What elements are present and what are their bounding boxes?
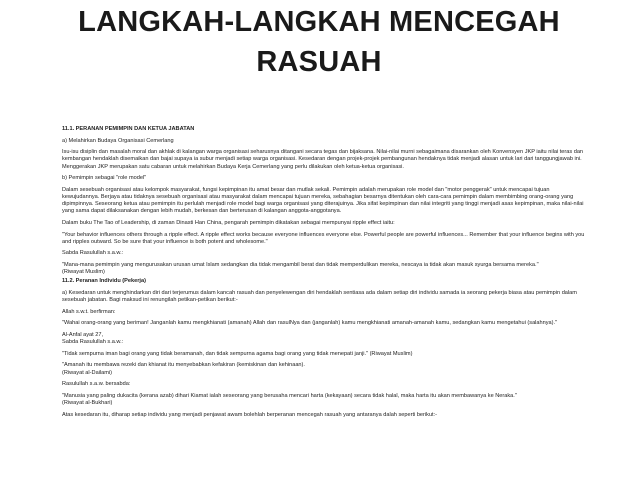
paragraph: "Amanah itu membawa rezeki dan khianat itu menyebabkan kefakiran (kemiskinan dan kehinaan). (Riwayat al-Dailami) <box>62 362 305 376</box>
paragraph: "Mana-mana pemimpin yang mengurusakan urusan umat Islam sedangkan dia tidak mengambil berat dan tidak memperdulikan mereka, nescaya ia tidak akan masuk syurga bersama mereka." (Riwayat Muslim) <box>62 261 539 276</box>
paragraph: Sabda Rasulullah s.a.w.: <box>62 250 124 257</box>
paragraph: Isu-isu disiplin dan masalah moral dan akhlak di kalangan warga organisasi seharusnya ditangani secara tegas dan bijaksana. Nilai-nilai murni sebagaimana disarankan oleh Konvensyen JKP iaitu nilai teras dan kembangan hendaklah disemaikan dan bajai supaya ia subur menjadi setiap warga organisasi. Kesedaran dengan projek-projek pembangunan hendaknya tidak menjadi alasan untuk lari dari tanggungjawab ini. Menggerakan JKP merupakan satu cabaran untuk melahirkan Budaya Kerja Cemerlang yang perlu dilakukan oleh ketua-ketua organisasi. <box>62 149 584 170</box>
paragraph: "Wahai orang-orang yang beriman! Janganlah kamu mengkhianati (amanah) Allah dan rasulNya dan (janganlah) kamu mengkhianati amanah-amanah kamu, sedangkan kamu mengetahui (salahnya)." <box>62 320 558 327</box>
paragraph: Dalam buku The Tao of Leadership, di zaman Dinasti Han China, pengarah pemimpin dikatakan sebagai mempunyai ripple effect iaitu: <box>62 219 395 226</box>
title-line-1: LANGKAH-LANGKAH MENCEGAH <box>78 6 560 38</box>
body-text <box>62 126 586 423</box>
section-heading: 11.1. PERANAN PEMIMPIN DAN KETUA JABATAN <box>62 126 195 132</box>
paragraph: Al-Anfal ayat 27, Sabda Rasulullah s.a.w.: <box>62 331 124 346</box>
paragraph: b) Pemimpin sebagai "role model" <box>62 175 147 182</box>
section-heading: 11.2. Peranan Individu (Pekerja) <box>62 278 146 285</box>
paragraph: Atas kesedaran itu, diharap setiap individu yang menjadi penjawat awam bolehlah berperanan mencegah rasuah yang antaranya dalah seperti berikut:- <box>62 411 438 418</box>
paragraph: Allah s.w.t. berfirman: <box>62 308 116 315</box>
paragraph: "Manusia yang paling dukacita (kerana azab) dihari Kiamat ialah seseorang yang berusaha mencari harta (kekayaan) secara tidak halal, maka harta itu akan membawanya ke Neraka." (Riwayat al-Bukhari) <box>62 392 517 406</box>
paragraph: "Your behavior influences others through a ripple effect. A ripple effect works because everyone influences everyone else. Powerful people are powerful influences... Remember that your influence begins with you and ripples outward. So be sure that your influence is both potent and wholesome." <box>62 231 585 245</box>
slide-title <box>0 2 638 82</box>
paragraph: Dalam sesebuah organisasi atau kelompok masyarakat, fungsi kepimpinan itu amat besar dan mutlak sekali. Pemimpin adalah merupakan role model dan "motor penggerak" untuk mencapai tujuan kewujudannya. Berjaya atau tidaknya sesebuah organisasi atau masyarakat dalam mencapai tujuan mereka, sebahagian besarnya ditentukan oleh cara-cara pemimpin dalam membimbing orang-orang yang dipimpinnya. Seseorang ketua atau pemimpin itu perlulah menjadi role model bagi warga organisasi yang diterajuinya. Jika sifat kepimpinan dan nilai integriti yang tinggi menjadi asas kepimpinan, maka nilai-nilai yang sama dapat dilaksanakan dengan lebih mudah, berkesan dan berterusan di kalangan anggota-anggotanya. <box>62 186 584 215</box>
paragraph: "Tidak sempurna iman bagi orang yang tidak beramanah, dan tidak sempurna agama bagi orang yang tidak menepati janji." (Riwayat Muslim) <box>62 350 413 357</box>
title-line-2: RASUAH <box>256 46 382 78</box>
paragraph: Rasulullah s.a.w. bersabda: <box>62 381 131 388</box>
paragraph: a) Kesedaran untuk menghindarkan diri dari terjerumus dalam kancah rasuah dan penyelewengan diri hendaklah sentiasa ada dalam setiap diri individu samada ia seorang pekerja biasa atau pemimpin dalam sesebuah jabatan. Bagi maksud ini renungilah petikan-petikan berikut:- <box>62 289 577 304</box>
paragraph: a) Melahirkan Budaya Organisasi Cemerlang <box>62 137 174 144</box>
